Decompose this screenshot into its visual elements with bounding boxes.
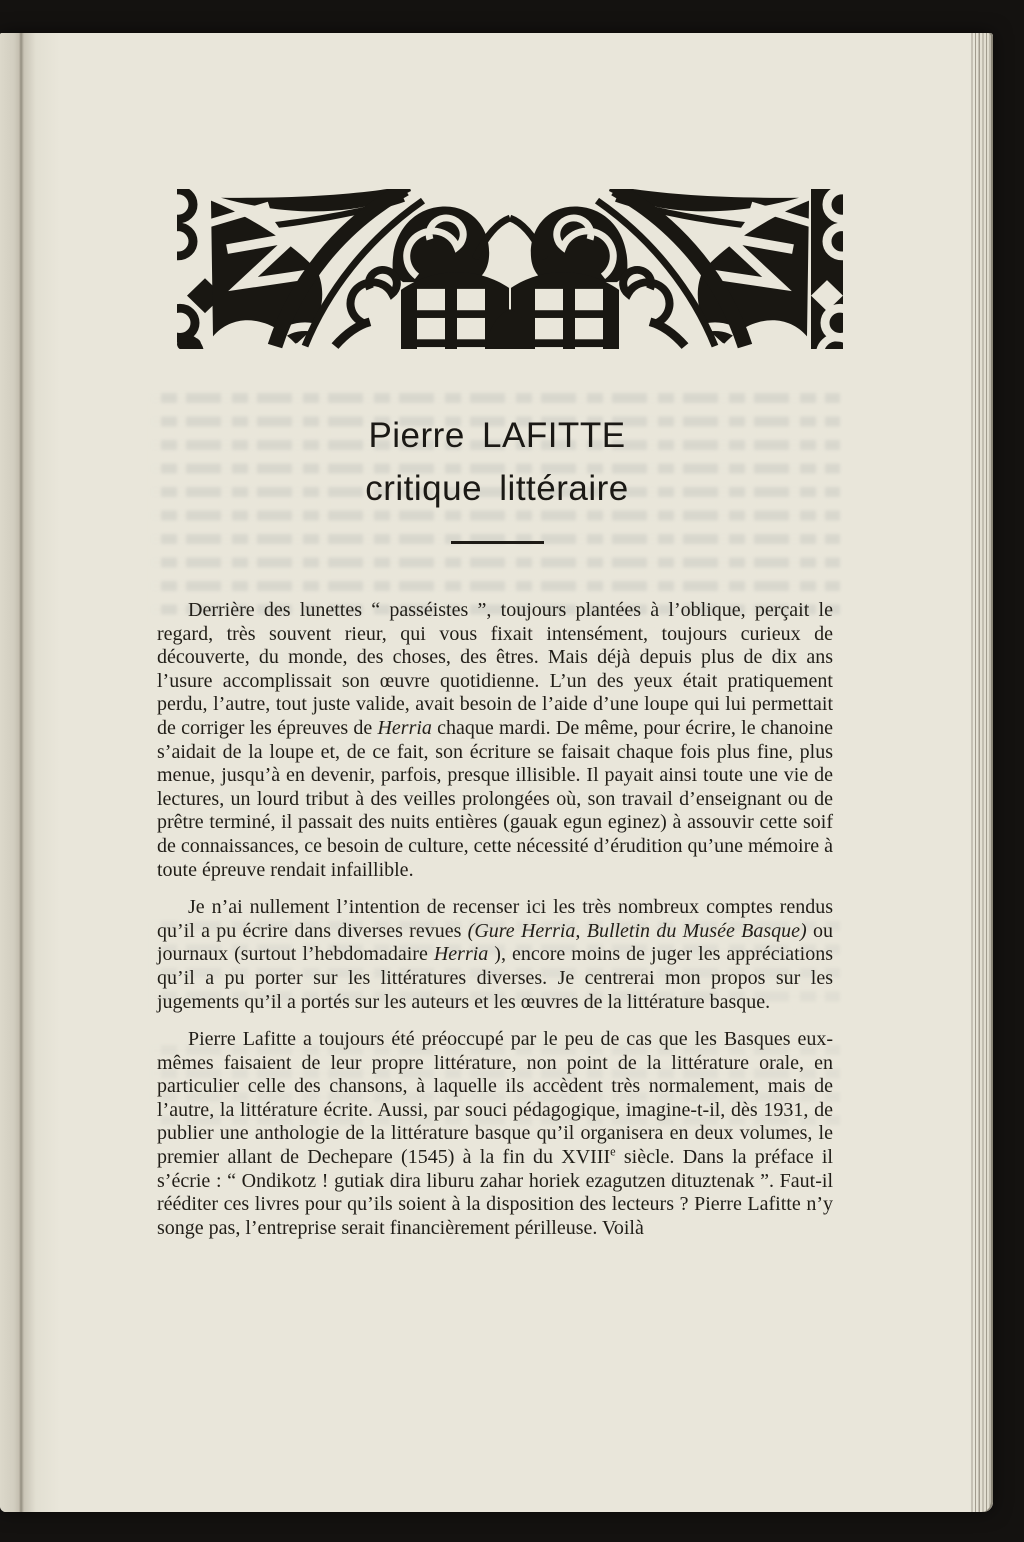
body-paragraph: Pierre Lafitte a toujours été préoccupé par le peu de cas que les Basques eux-mêmes faisaient de leur propre littérature, non point de la littérature orale, en particulier celle des chansons, à laquelle ils accèdent très normalement, mais de l’autre, la littérature écrite. Aussi, par souci pédagogique, imagine-t-il, dès 1931, de publier une anthologie de la littérature basque qu’il organisera en deux volumes, le premier allant de Dechepare (1545) à la fin du XVIIIe siècle. Dans la préface il s’écrie : “ Ondikotz ! gutiak dira liburu zahar horiek ezagutzen dituztenak ”. Faut-il rééditer ces livres pour qu’ils soient à la disposition des lecteurs ? Pierre Lafitte n’y songe pas, l’entreprise serait financièrement périlleuse. Voilà (157, 1028, 833, 1239)
article-title-line1: Pierre LAFITTE (368, 416, 626, 455)
article-body (157, 599, 833, 1240)
body-paragraph: Derrière des lunettes “ passéistes ”, toujours plantées à l’oblique, perçait le regard, très souvent rieur, qui vous fixait intensément, toujours curieux de découverte, du monde, des choses, des êtres. Mais déjà depuis plus de dix ans l’usure accomplissait son œuvre quotidienne. L’un des yeux était pratiquement perdu, l’autre, tout juste valide, avait besoin de l’aide d’une loupe qui lui permettait de corriger les épreuves de Herria chaque mardi. De même, pour écrire, le chanoine s’aidait de la loupe et, de ce fait, son écriture se faisait chaque fois plus fine, plus menue, jusqu’à en devenir, parfois, presque illisible. Il payait ainsi toute une vie de lectures, un lourd tribut à des veilles prolongées où, son travail d’enseignant ou de prêtre terminé, il passait des nuits entières (gauak egun eginez) à assouvir cette soif de connaissances, ce besoin de culture, cette nécessité d’érudition qu’une mémoire à toute épreuve rendait infaillible. (157, 599, 833, 881)
article-title-line2: critique littéraire (365, 469, 629, 508)
book-page (0, 33, 993, 1512)
page-content (0, 33, 993, 1512)
body-paragraph: Je n’ai nullement l’intention de recenser ici les très nombreux comptes rendus qu’il a pu écrire dans diverses revues (Gure Herria, Bulletin du Musée Basque) ou journaux (surtout l’hebdomadaire Herria ), encore moins de juger les appréciations qu’il a pu porter sur les littératures diverses. Je centrerai mon propos sur les jugements qu’il a portés sur les auteurs et les œuvres de la littérature basque. (157, 896, 834, 1013)
article-title (157, 409, 837, 515)
basque-ornament-frieze-image (177, 189, 843, 349)
frieze-right-edge (811, 189, 843, 349)
title-divider-rule (451, 541, 544, 544)
